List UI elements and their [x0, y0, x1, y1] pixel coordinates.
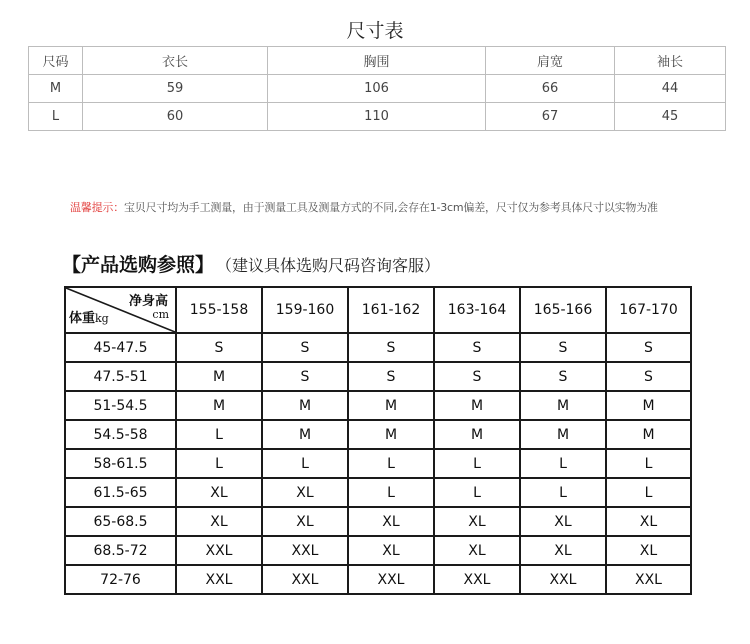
size-chart-cell: 44: [615, 75, 726, 103]
recommended-size-cell: XL: [606, 536, 691, 565]
reference-row: [65, 478, 691, 507]
weight-range-cell: 45-47.5: [65, 333, 176, 362]
recommended-size-cell: XL: [348, 536, 434, 565]
recommended-size-cell: XL: [520, 507, 606, 536]
recommended-size-cell: XL: [434, 507, 520, 536]
recommended-size-cell: XL: [606, 507, 691, 536]
size-chart-cell: 110: [268, 103, 486, 131]
recommended-size-cell: S: [262, 362, 348, 391]
reference-row: [65, 536, 691, 565]
recommended-size-cell: XXL: [176, 565, 262, 594]
size-chart-cell: 67: [486, 103, 615, 131]
recommended-size-cell: XXL: [262, 536, 348, 565]
size-chart-cell: 66: [486, 75, 615, 103]
reference-row: [65, 362, 691, 391]
size-chart-cell: 60: [83, 103, 268, 131]
recommended-size-cell: M: [176, 391, 262, 420]
recommended-size-cell: L: [606, 449, 691, 478]
recommended-size-cell: M: [434, 420, 520, 449]
height-range-header: 155-158: [176, 287, 262, 333]
recommended-size-cell: L: [262, 449, 348, 478]
recommended-size-cell: S: [520, 333, 606, 362]
weight-range-cell: 65-68.5: [65, 507, 176, 536]
recommended-size-cell: XXL: [176, 536, 262, 565]
weight-range-cell: 72-76: [65, 565, 176, 594]
reference-corner-cell: [65, 287, 176, 333]
weight-range-cell: 61.5-65: [65, 478, 176, 507]
weight-range-cell: 58-61.5: [65, 449, 176, 478]
corner-weight-label: [69, 307, 109, 326]
size-chart-header-row: [29, 47, 726, 75]
weight-range-cell: 51-54.5: [65, 391, 176, 420]
recommended-size-cell: L: [348, 449, 434, 478]
recommended-size-cell: XXL: [606, 565, 691, 594]
size-chart-cell: 45: [615, 103, 726, 131]
corner-weight-unit: kg: [95, 312, 109, 325]
recommended-size-cell: S: [434, 362, 520, 391]
recommended-size-cell: L: [176, 449, 262, 478]
size-chart-row: [29, 75, 726, 103]
recommended-size-cell: XL: [520, 536, 606, 565]
size-chart-cell: 59: [83, 75, 268, 103]
recommended-size-cell: M: [520, 391, 606, 420]
size-chart-header: 衣长: [83, 47, 268, 75]
recommended-size-cell: S: [606, 362, 691, 391]
recommended-size-cell: M: [262, 420, 348, 449]
recommended-size-cell: XL: [176, 507, 262, 536]
tip-text: 宝贝尺寸均为手工测量，由于测量工具及测量方式的不同,会存在1-3cm偏差，尺寸仅为参考具体尺寸以实物为准: [124, 201, 658, 214]
reference-title: 【产品选购参照】: [62, 254, 215, 276]
recommended-size-cell: M: [348, 391, 434, 420]
recommended-size-cell: XL: [262, 478, 348, 507]
reference-header-row: [65, 287, 691, 333]
height-range-header: 167-170: [606, 287, 691, 333]
recommended-size-cell: M: [606, 420, 691, 449]
tip-label: 温馨提示：: [70, 201, 124, 214]
recommended-size-cell: S: [520, 362, 606, 391]
recommended-size-cell: L: [520, 478, 606, 507]
recommended-size-cell: XXL: [520, 565, 606, 594]
reference-subtitle: （建议具体选购尺码咨询客服）: [224, 256, 441, 275]
recommended-size-cell: XL: [262, 507, 348, 536]
weight-range-cell: 68.5-72: [65, 536, 176, 565]
recommended-size-cell: XXL: [262, 565, 348, 594]
recommended-size-cell: M: [176, 362, 262, 391]
size-chart-header: 尺码: [29, 47, 83, 75]
height-range-header: 159-160: [262, 287, 348, 333]
recommended-size-cell: S: [348, 362, 434, 391]
size-chart-table: [28, 46, 726, 131]
size-chart-cell: M: [29, 75, 83, 103]
recommended-size-cell: S: [348, 333, 434, 362]
recommended-size-cell: S: [606, 333, 691, 362]
measurement-tip: [70, 199, 658, 215]
size-chart-header: 胸围: [268, 47, 486, 75]
recommended-size-cell: M: [606, 391, 691, 420]
height-range-header: 165-166: [520, 287, 606, 333]
recommended-size-cell: L: [348, 478, 434, 507]
reference-row: [65, 391, 691, 420]
reference-row: [65, 333, 691, 362]
size-chart-row: [29, 103, 726, 131]
corner-weight-text: 体重: [69, 311, 96, 326]
size-chart-header: 肩宽: [486, 47, 615, 75]
size-chart-title: 尺寸表: [346, 20, 404, 42]
reference-row: [65, 565, 691, 594]
recommended-size-cell: M: [262, 391, 348, 420]
recommended-size-cell: XL: [434, 536, 520, 565]
recommended-size-cell: XL: [176, 478, 262, 507]
recommended-size-cell: XXL: [434, 565, 520, 594]
size-chart-header: 袖长: [615, 47, 726, 75]
recommended-size-cell: L: [606, 478, 691, 507]
reference-row: [65, 420, 691, 449]
reference-table: [64, 286, 692, 595]
recommended-size-cell: L: [434, 449, 520, 478]
recommended-size-cell: L: [520, 449, 606, 478]
recommended-size-cell: M: [434, 391, 520, 420]
recommended-size-cell: S: [262, 333, 348, 362]
reference-row: [65, 449, 691, 478]
reference-row: [65, 507, 691, 536]
recommended-size-cell: S: [176, 333, 262, 362]
recommended-size-cell: L: [434, 478, 520, 507]
height-range-header: 163-164: [434, 287, 520, 333]
weight-range-cell: 54.5-58: [65, 420, 176, 449]
weight-range-cell: 47.5-51: [65, 362, 176, 391]
recommended-size-cell: XL: [348, 507, 434, 536]
height-range-header: 161-162: [348, 287, 434, 333]
size-chart-cell: 106: [268, 75, 486, 103]
recommended-size-cell: M: [348, 420, 434, 449]
recommended-size-cell: M: [520, 420, 606, 449]
size-chart-cell: L: [29, 103, 83, 131]
recommended-size-cell: L: [176, 420, 262, 449]
corner-height-label: 净身高: [128, 294, 168, 309]
reference-heading: [62, 250, 440, 277]
corner-height-unit: cm: [152, 308, 169, 321]
recommended-size-cell: XXL: [348, 565, 434, 594]
recommended-size-cell: S: [434, 333, 520, 362]
